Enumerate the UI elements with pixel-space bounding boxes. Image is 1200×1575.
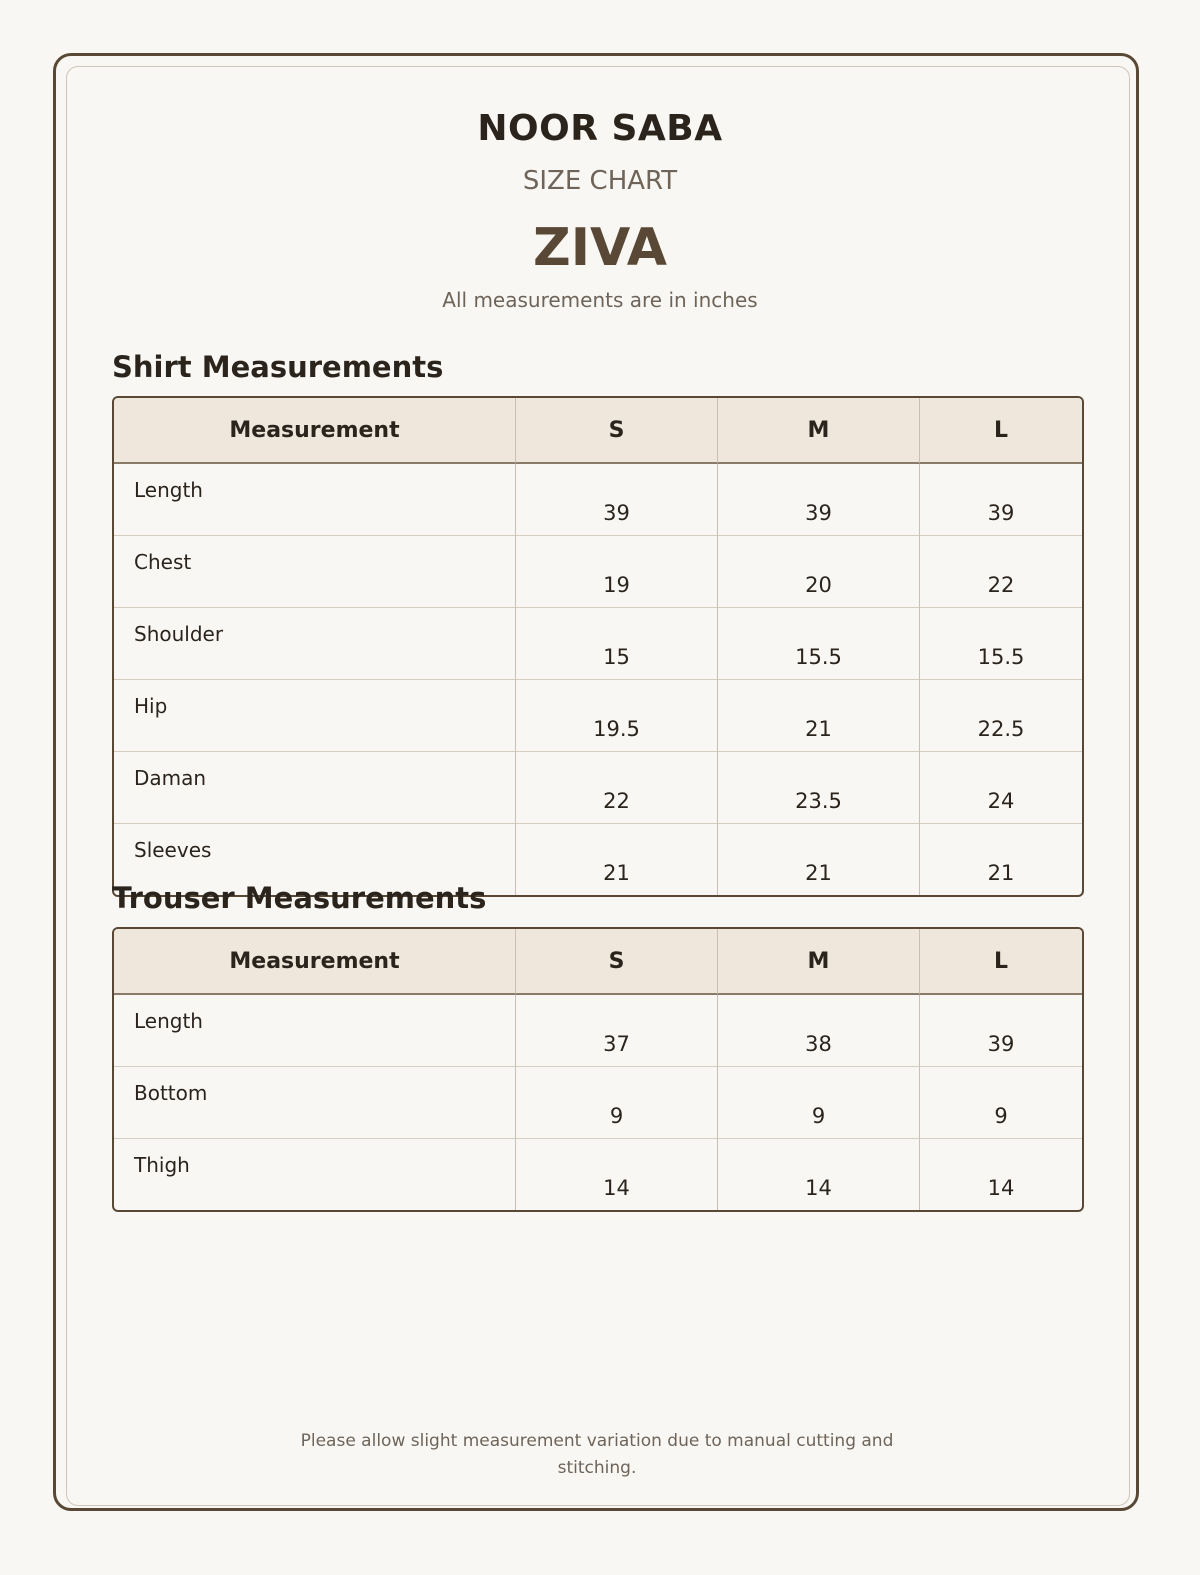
- table-cell: 21: [718, 680, 920, 752]
- table-cell: 37: [516, 995, 718, 1067]
- table-cell: 9: [920, 1067, 1082, 1139]
- column-header: M: [718, 398, 920, 464]
- trouser-table: [112, 927, 1084, 1212]
- table-cell: 38: [718, 995, 920, 1067]
- table-cell: 39: [920, 464, 1082, 536]
- table-cell: 19.5: [516, 680, 718, 752]
- table-cell: 23.5: [718, 752, 920, 824]
- table-cell: 39: [516, 464, 718, 536]
- row-label: Bottom: [114, 1067, 516, 1139]
- table-cell: 15.5: [920, 608, 1082, 680]
- product-name: ZIVA: [532, 218, 667, 278]
- column-header: Measurement: [114, 398, 516, 464]
- row-label: Daman: [114, 752, 516, 824]
- table-cell: 15.5: [718, 608, 920, 680]
- table-cell: 21: [987, 861, 1015, 885]
- row-label: Sleeves: [114, 824, 516, 895]
- row-label: Chest: [114, 536, 516, 608]
- table-cell: 14: [516, 1139, 718, 1210]
- row-label: Hip: [114, 680, 516, 752]
- table-row: [114, 536, 1082, 608]
- table-cell: 39: [718, 464, 920, 536]
- column-header: Measurement: [114, 929, 516, 995]
- row-label: Thigh: [114, 1139, 516, 1210]
- table-cell: 21: [516, 824, 718, 895]
- trouser-section-title: Trouser Measurements: [112, 881, 487, 915]
- column-header: L: [920, 929, 1082, 995]
- table-cell: 21: [718, 824, 920, 895]
- table-cell: 39: [920, 995, 1082, 1067]
- table-row: [114, 752, 1082, 824]
- footer-disclaimer: Please allow slight measurement variation due to manual cutting and stitching.: [300, 1431, 894, 1478]
- table-row: [114, 1067, 1082, 1139]
- table-row: [114, 464, 1082, 536]
- table-cell: 9: [516, 1067, 718, 1139]
- chart-subtitle: SIZE CHART: [522, 166, 678, 196]
- column-header: M: [718, 929, 920, 995]
- column-header: S: [516, 929, 718, 995]
- table-cell: 22: [920, 536, 1082, 608]
- table-cell: 9: [718, 1067, 920, 1139]
- table-cell: 22.5: [920, 680, 1082, 752]
- table-row: [114, 1139, 1082, 1210]
- table-row: [114, 995, 1082, 1067]
- brand-name: NOOR SABA: [477, 108, 723, 149]
- row-label: Shoulder: [114, 608, 516, 680]
- table-header-row: [114, 398, 1082, 464]
- table-cell: 19: [516, 536, 718, 608]
- shirt-table: [112, 396, 1084, 897]
- table-cell: 24: [920, 752, 1082, 824]
- row-label: Length: [114, 464, 516, 536]
- table-cell: 15: [516, 608, 718, 680]
- table-cell: 22: [516, 752, 718, 824]
- table-cell: 14: [718, 1139, 920, 1210]
- table-cell: 14: [987, 1176, 1015, 1200]
- shirt-section-title: Shirt Measurements: [112, 350, 444, 384]
- table-header-row: [114, 929, 1082, 995]
- column-header: S: [516, 398, 718, 464]
- column-header: L: [920, 398, 1082, 464]
- table-row: [114, 680, 1082, 752]
- units-note: All measurements are in inches: [442, 288, 758, 312]
- row-label: Length: [114, 995, 516, 1067]
- table-row: [114, 608, 1082, 680]
- table-cell: 20: [718, 536, 920, 608]
